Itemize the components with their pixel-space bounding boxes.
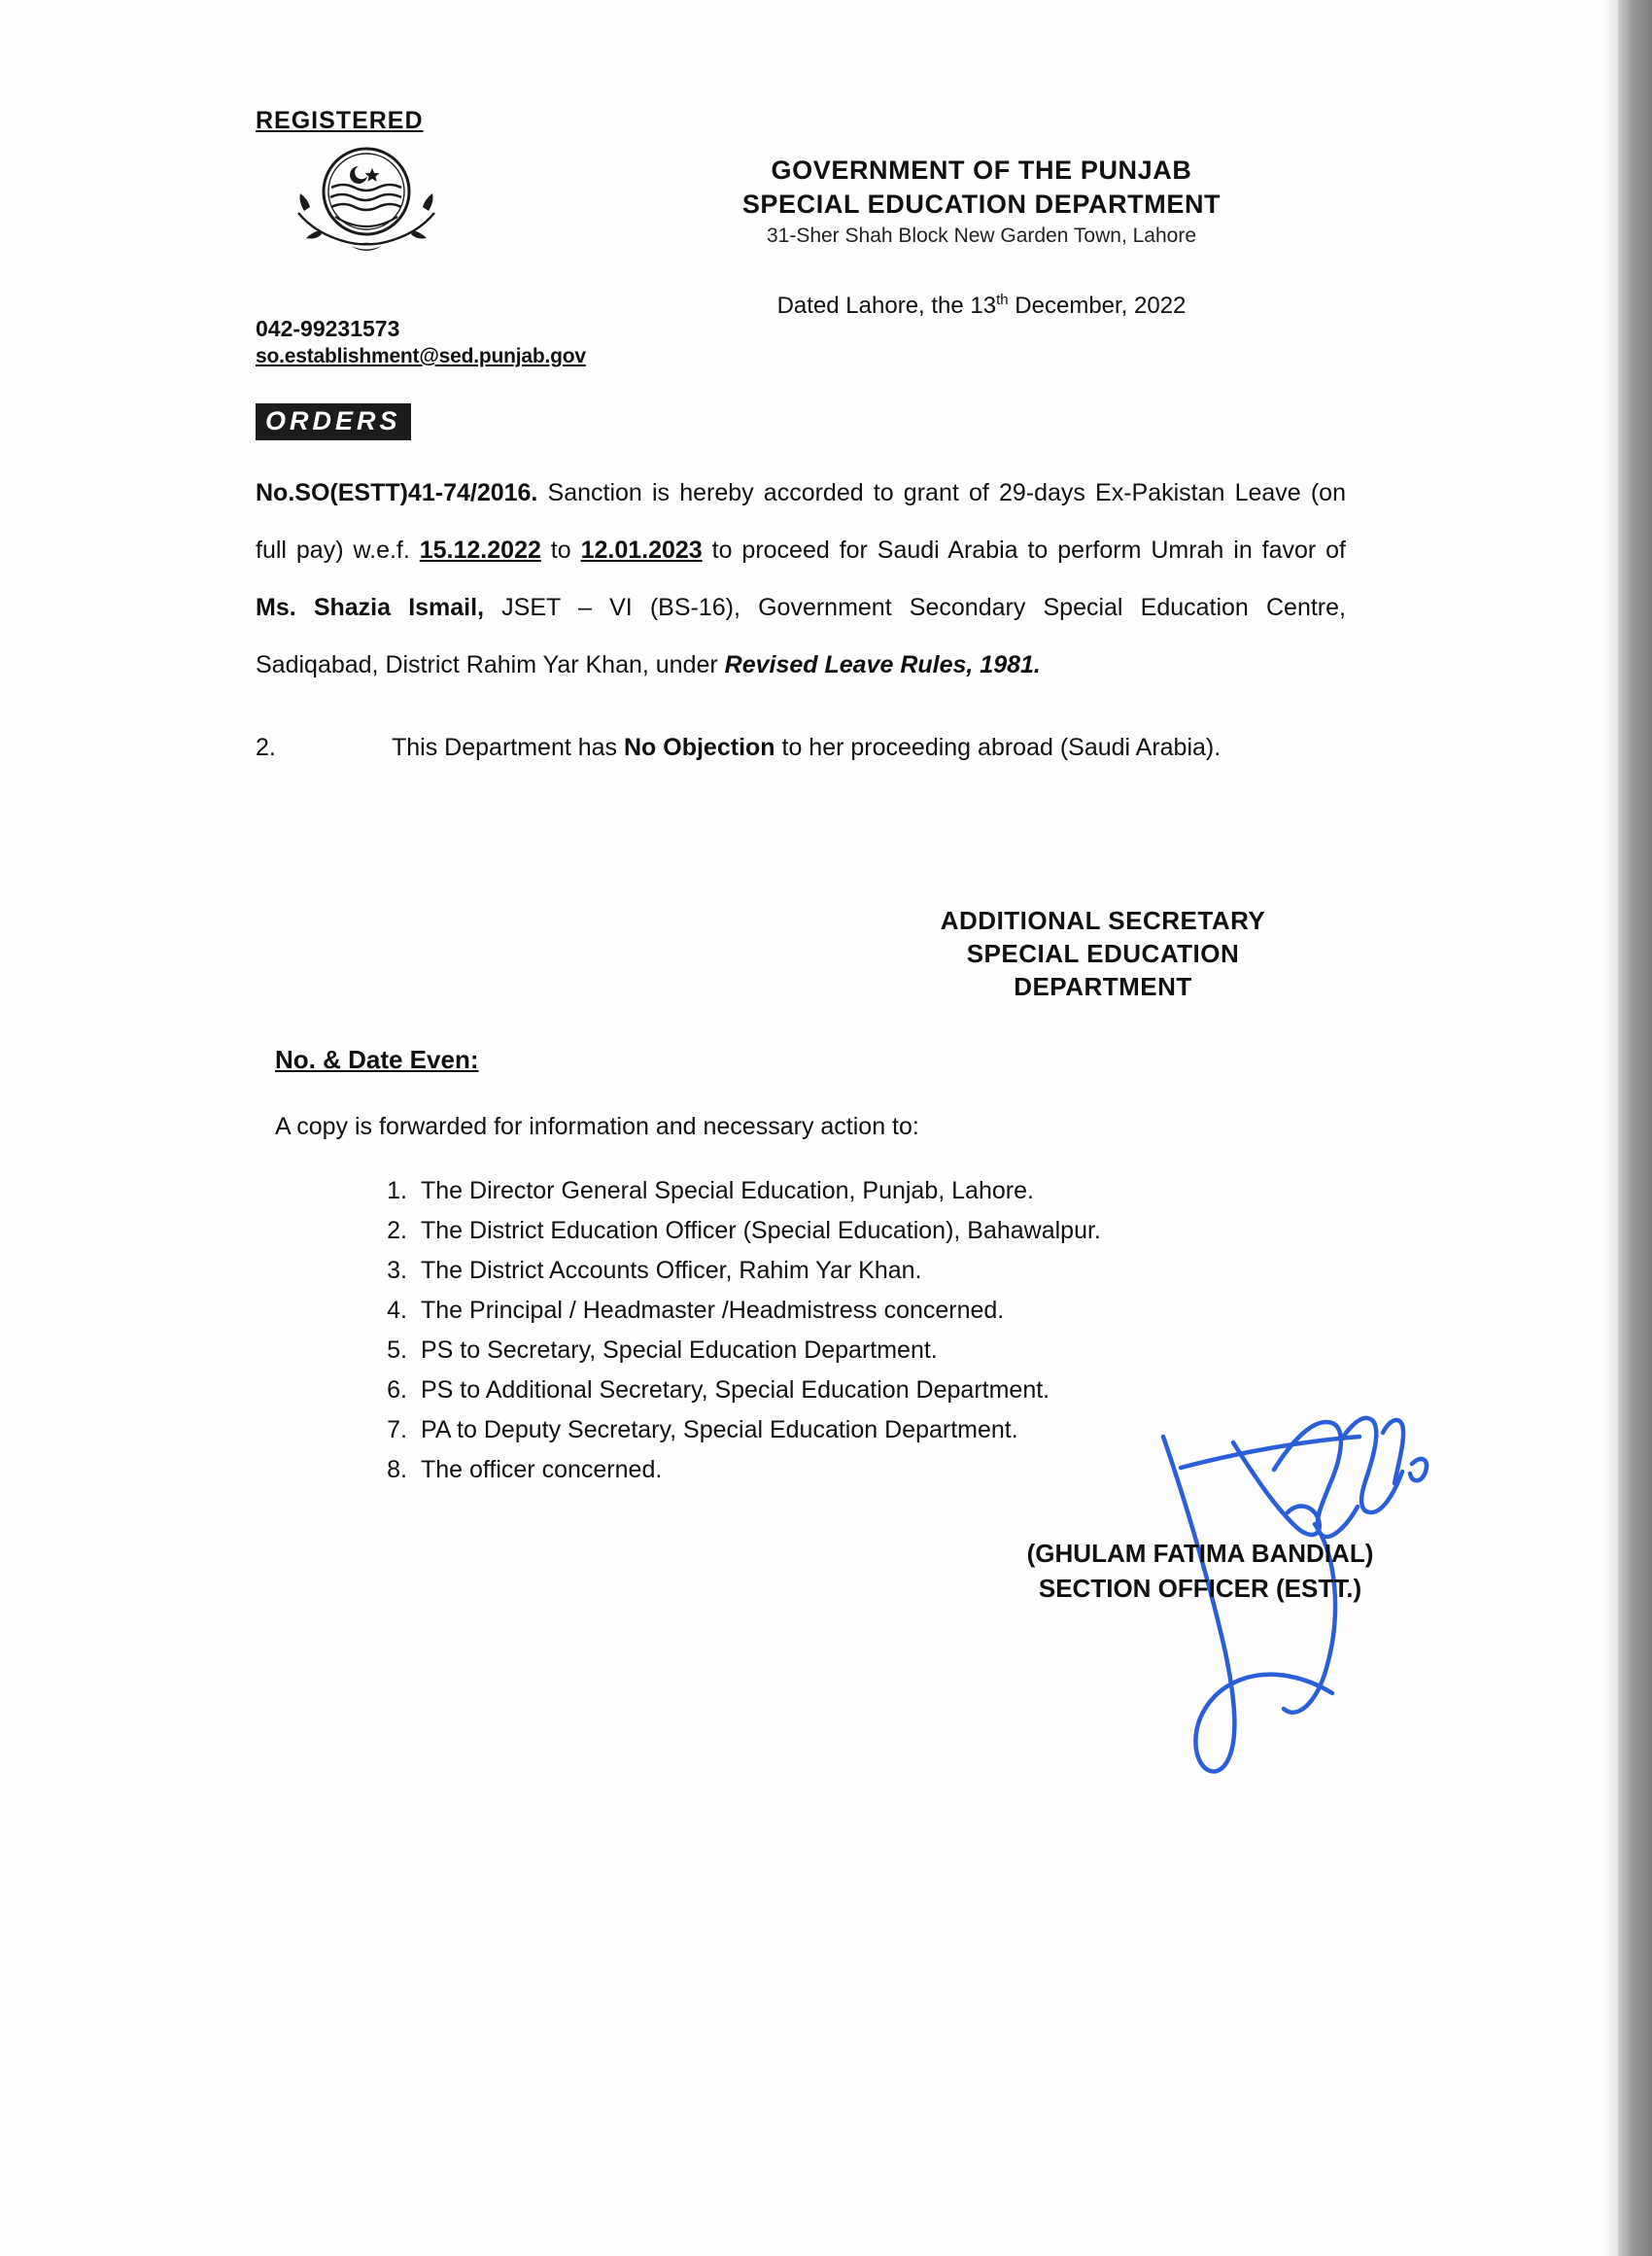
leave-rules-reference: Revised Leave Rules, 1981.: [724, 651, 1041, 678]
government-heading: [598, 156, 1365, 248]
scan-dark-border: [1618, 0, 1652, 2256]
p1-text-b: to: [540, 537, 581, 564]
list-item: [364, 1251, 1101, 1291]
list-item: [364, 1171, 1101, 1211]
list-item-number: 5.: [387, 1336, 407, 1364]
gov-address: 31-Sher Shah Block New Garden Town, Lahore: [766, 225, 1197, 247]
registered-stamp: REGISTERED: [256, 107, 424, 134]
list-item-number: 3.: [387, 1257, 407, 1284]
list-item-number: 7.: [387, 1416, 407, 1443]
signatory-1-line-2: SPECIAL EDUCATION: [966, 939, 1240, 968]
signatory-1-line-3: DEPARTMENT: [1014, 972, 1192, 1001]
list-item-label: The Principal / Headmaster /Headmistress concerned.: [421, 1297, 1005, 1324]
order-paragraph-1: [256, 465, 1346, 694]
list-item: [364, 1450, 1101, 1490]
p2-text-a: This Department has: [392, 734, 624, 761]
list-item-label: PS to Secretary, Special Education Department.: [421, 1336, 938, 1364]
list-item-label: The District Accounts Officer, Rahim Yar Khan.: [421, 1257, 922, 1284]
list-item: [364, 1211, 1101, 1251]
copy-forwarded-intro: A copy is forwarded for information and necessary action to:: [275, 1113, 919, 1140]
list-item: [364, 1331, 1101, 1371]
officer-name: Ms. Shazia Ismail,: [256, 594, 485, 621]
additional-secretary-block: [831, 904, 1375, 1003]
leave-end-date: 12.01.2023: [580, 537, 703, 564]
p1-text-a: Sanction is hereby accorded to grant of 29-days Ex-Pakistan Leave (on full pay) w.e.f.: [256, 479, 1346, 564]
contact-email: so.establishment@sed.punjab.gov: [256, 345, 586, 367]
list-item: [364, 1291, 1101, 1331]
punjab-government-crest-icon: [269, 141, 464, 258]
list-item-number: 6.: [387, 1376, 407, 1404]
list-item-number: 1.: [387, 1177, 407, 1204]
dated-suffix: December, 2022: [1008, 293, 1187, 319]
order-reference-number: No.SO(ESTT)41-74/2016.: [256, 479, 538, 506]
list-item-label: The officer concerned.: [421, 1456, 663, 1483]
orders-title: ORDERS: [256, 403, 411, 440]
signatory-2-name: (GHULAM FATIMA BANDIAL): [1026, 1539, 1374, 1568]
dated-superscript: th: [996, 292, 1009, 308]
list-item-number: 2.: [387, 1217, 407, 1244]
leave-start-date: 15.12.2022: [419, 537, 541, 564]
list-item: [364, 1371, 1101, 1410]
list-item-number: 8.: [387, 1456, 407, 1483]
list-item-label: The District Education Officer (Special Education), Bahawalpur.: [421, 1217, 1101, 1244]
gov-title-line-2: SPECIAL EDUCATION DEPARTMENT: [741, 190, 1222, 219]
section-officer-block: [928, 1536, 1472, 1606]
list-item: [364, 1410, 1101, 1450]
scan-page-edge-shadow: [1600, 0, 1618, 2256]
p1-text-d: JSET – VI (BS-16), Government Secondary Special Education Centre, Sadiqabad, District Rahim Yar Khan, under: [256, 594, 1346, 678]
list-item-label: PA to Deputy Secretary, Special Education Department.: [421, 1416, 1018, 1443]
distribution-list: [364, 1171, 1101, 1490]
p1-text-c: to proceed for Saudi Arabia to perform Umrah in favor of: [702, 537, 1347, 564]
list-item-label: The Director General Special Education, Punjab, Lahore.: [421, 1177, 1034, 1204]
list-item-number: 4.: [387, 1297, 407, 1324]
list-item-label: PS to Additional Secretary, Special Education Department.: [421, 1376, 1050, 1404]
order-paragraph-2: [256, 719, 1346, 777]
p2-text-b: to her proceeding abroad (Saudi Arabia).: [774, 734, 1222, 761]
dated-line: [598, 292, 1365, 320]
paragraph-2-number: 2.: [256, 734, 276, 761]
signatory-1-line-1: ADDITIONAL SECRETARY: [940, 906, 1266, 935]
no-and-date-even-heading: No. & Date Even:: [275, 1045, 479, 1074]
dated-prefix: Dated Lahore, the 13: [776, 293, 997, 319]
gov-title-line-1: GOVERNMENT OF THE PUNJAB: [771, 156, 1192, 185]
contact-phone: 042-99231573: [256, 316, 400, 341]
signatory-2-designation: SECTION OFFICER (ESTT.): [1038, 1574, 1362, 1603]
no-objection-text: No Objection: [624, 734, 775, 761]
